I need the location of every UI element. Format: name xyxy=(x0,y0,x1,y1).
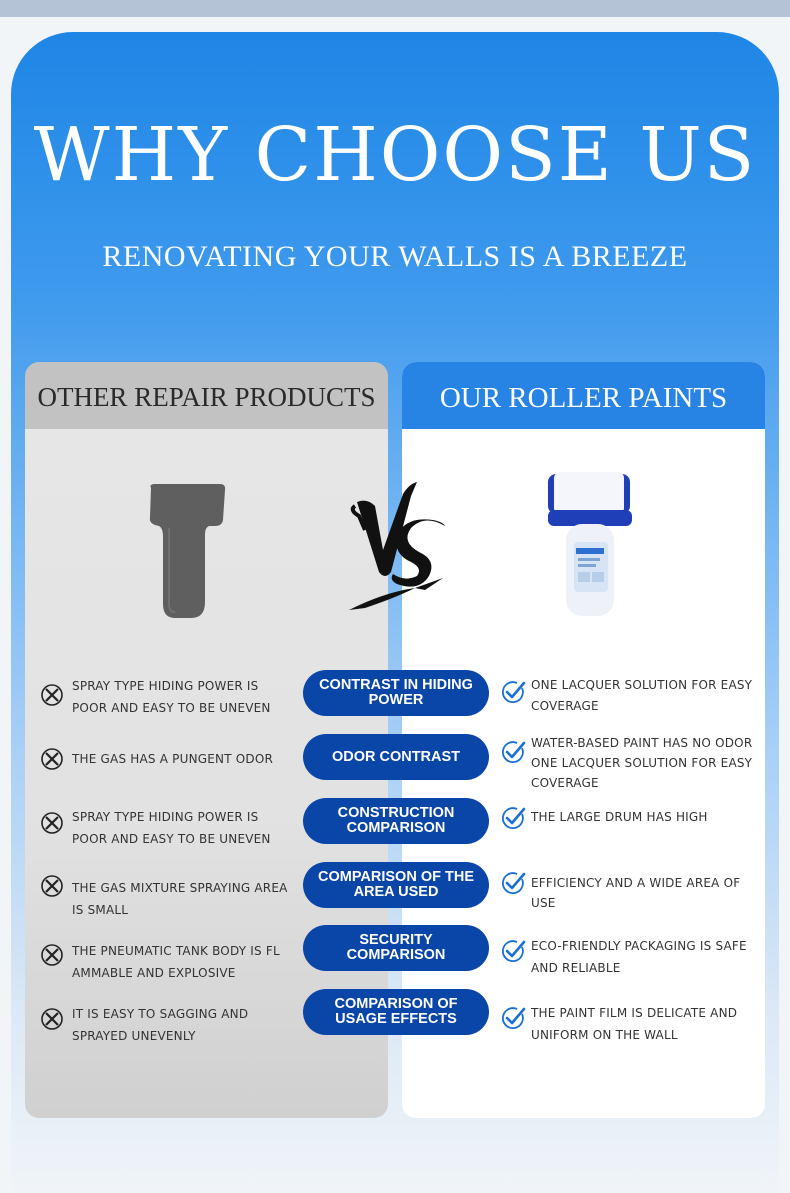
check-circle-icon xyxy=(500,1005,526,1031)
check-circle-icon xyxy=(500,805,526,831)
our-item-text: ONE LACQUER SOLUTION FOR EASY COVERAGE xyxy=(531,678,753,713)
comparison-pill-construction: CONSTRUCTION COMPARISON xyxy=(303,798,489,844)
x-circle-icon xyxy=(40,943,64,967)
comparison-pill-area: COMPARISON OF THE AREA USED xyxy=(303,862,489,908)
our-products-heading: OUR ROLLER PAINTS xyxy=(402,362,765,429)
our-item-text: ECO-FRIENDLY PACKAGING IS SAFE AND RELIABLE xyxy=(531,939,747,975)
other-item-text: THE PNEUMATIC TANK BODY IS FL AMMABLE AND EXPLOSIVE xyxy=(72,944,280,980)
comparison-pill-hiding-power: CONTRAST IN HIDING POWER xyxy=(303,670,489,716)
x-circle-icon xyxy=(40,874,64,898)
page-title: WHY CHOOSE US xyxy=(33,112,757,198)
check-circle-icon xyxy=(500,870,526,896)
other-item-text: THE GAS HAS A PUNGENT ODOR xyxy=(72,752,274,766)
our-item-text: THE LARGE DRUM HAS HIGH xyxy=(531,810,708,824)
versus-mark xyxy=(345,480,455,615)
other-item-text: SPRAY TYPE HIDING POWER IS POOR AND EASY TO BE UNEVEN xyxy=(72,810,271,846)
check-circle-icon xyxy=(500,938,526,964)
other-item-text: THE GAS MIXTURE SPRAYING AREA IS SMALL xyxy=(72,881,288,917)
x-circle-icon xyxy=(40,1007,64,1031)
x-circle-icon xyxy=(40,811,64,835)
x-circle-icon xyxy=(40,747,64,771)
other-item-text: IT IS EASY TO SAGGING AND SPRAYED UNEVENLY xyxy=(72,1007,249,1043)
other-products-heading: OTHER REPAIR PRODUCTS xyxy=(37,382,376,412)
x-circle-icon xyxy=(40,683,64,707)
page-subtitle: RENOVATING YOUR WALLS IS A BREEZE xyxy=(102,240,688,273)
roller-paint-image xyxy=(540,468,640,623)
our-item-text: WATER-BASED PAINT HAS NO ODOR ONE LACQUER SOLUTION FOR EASY COVERAGE xyxy=(531,736,753,790)
comparison-pill-odor: ODOR CONTRAST xyxy=(303,734,489,780)
check-circle-icon xyxy=(500,739,526,765)
top-border-strip xyxy=(0,0,790,17)
our-item-text: THE PAINT FILM IS DELICATE AND UNIFORM ON THE WALL xyxy=(531,1006,738,1042)
other-item-text: SPRAY TYPE HIDING POWER IS POOR AND EASY TO BE UNEVEN xyxy=(72,679,271,715)
comparison-pill-security: SECURITY COMPARISON xyxy=(303,925,489,971)
check-circle-icon xyxy=(500,679,526,705)
comparison-pill-usage-effects: COMPARISON OF USAGE EFFECTS xyxy=(303,989,489,1035)
our-item-text: EFFICIENCY AND A WIDE AREA OF USE xyxy=(531,876,741,910)
spray-applicator-image xyxy=(145,482,230,620)
